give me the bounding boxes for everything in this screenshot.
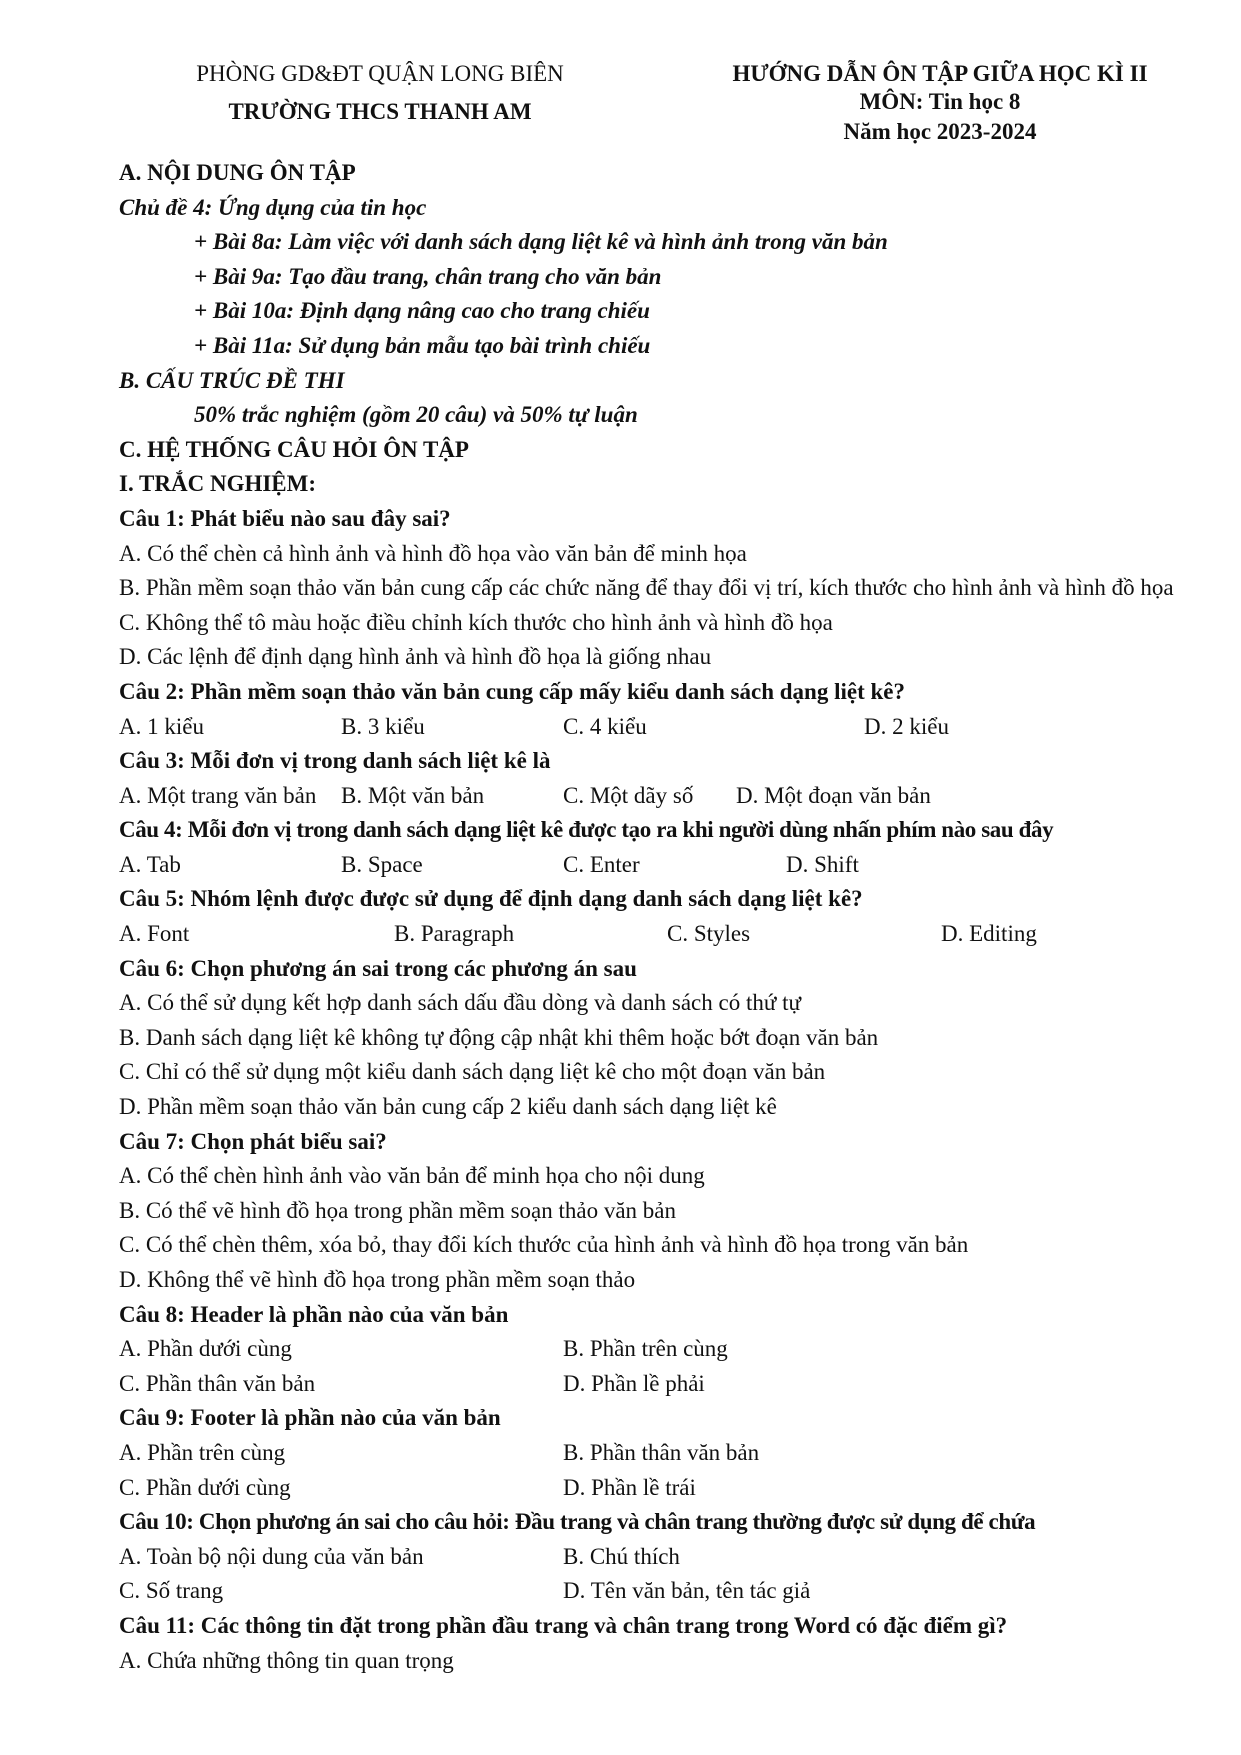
lesson-item: + Bài 10a: Định dạng nâng cao cho trang chiếu	[194, 298, 650, 324]
option-text: B. Có thể vẽ hình đồ họa trong phần mềm soạn thảo văn bản	[119, 1197, 677, 1223]
option-text: A. Có thể chèn hình ảnh vào văn bản để minh họa cho nội dung	[119, 1163, 705, 1189]
option-text: B. Paragraph	[394, 921, 515, 947]
option-text: B. Phần thân văn bản	[563, 1439, 760, 1465]
part-1-title: I. TRẮC NGHIỆM:	[119, 471, 317, 497]
option-text: C. Không thể tô màu hoặc điều chỉnh kích thước cho hình ảnh và hình đồ họa	[119, 609, 833, 635]
option-row	[119, 1436, 1179, 1471]
option-text: A. Có thể chèn cả hình ảnh và hình đồ họa vào văn bản để minh họa	[119, 540, 747, 566]
option-text: A. Chứa những thông tin quan trọng	[119, 1647, 454, 1673]
option-text: B. 3 kiểu	[341, 713, 425, 739]
question-title: Câu 11: Các thông tin đặt trong phần đầu trang và chân trang trong Word có đặc điểm gì?	[119, 1612, 1008, 1638]
section-a-title: A. NỘI DUNG ÔN TẬP	[119, 160, 356, 185]
option-text: A. Một trang văn bản	[119, 782, 317, 808]
option-row	[119, 1540, 1179, 1575]
option-text: C. Styles	[667, 921, 751, 947]
option-text: A. Tab	[119, 851, 181, 877]
option-row	[119, 1471, 1179, 1506]
school-name: TRƯỜNG THCS THANH AM	[228, 99, 532, 124]
department-name: PHÒNG GD&ĐT QUẬN LONG BIÊN	[196, 61, 564, 86]
option-text: B. Phần trên cùng	[563, 1336, 728, 1362]
school-year: Năm học 2023-2024	[843, 119, 1037, 144]
option-text: D. Shift	[786, 851, 859, 877]
question-title: Câu 5: Nhóm lệnh được được sử dụng để định dạng danh sách dạng liệt kê?	[119, 886, 863, 912]
option-text: A. Toàn bộ nội dung của văn bản	[119, 1543, 424, 1569]
question-title: Câu 4: Mỗi đơn vị trong danh sách dạng liệt kê được tạo ra khi người dùng nhấn phím nào sau đây	[119, 817, 1054, 843]
option-text: B. Danh sách dạng liệt kê không tự động cập nhật khi thêm hoặc bớt đoạn văn bản	[119, 1024, 879, 1050]
option-text: A. Có thể sử dụng kết hợp danh sách dấu đầu dòng và danh sách có thứ tự	[119, 990, 801, 1016]
option-text: A. 1 kiểu	[119, 713, 204, 739]
option-text: C. Có thể chèn thêm, xóa bỏ, thay đổi kích thước của hình ảnh và hình đồ họa trong văn bản	[119, 1232, 969, 1258]
option-text: D. Một đoạn văn bản	[736, 782, 931, 808]
option-text: A. Font	[119, 921, 190, 947]
option-text: C. Enter	[563, 851, 640, 877]
topic-title: Chủ đề 4: Ứng dụng của tin học	[119, 194, 427, 220]
document-header	[0, 58, 1241, 158]
option-text: B. Space	[341, 851, 423, 877]
section-b-title: B. CẤU TRÚC ĐỀ THI	[119, 367, 345, 393]
lesson-item: + Bài 11a: Sử dụng bản mẫu tạo bài trình chiếu	[194, 332, 651, 358]
option-row	[119, 1367, 1179, 1402]
option-text: D. Phần mềm soạn thảo văn bản cung cấp 2 kiểu danh sách dạng liệt kê	[119, 1094, 777, 1120]
exam-structure-text: 50% trắc nghiệm (gồm 20 câu) và 50% tự luận	[194, 402, 638, 428]
document-body	[119, 156, 1179, 1678]
option-text: C. Chỉ có thể sử dụng một kiểu danh sách dạng liệt kê cho một đoạn văn bản	[119, 1059, 826, 1085]
option-text: D. Các lệnh để định dạng hình ảnh và hình đồ họa là giống nhau	[119, 644, 712, 670]
option-row	[119, 848, 1179, 883]
subject-line: MÔN: Tin học 8	[859, 89, 1021, 114]
option-row	[119, 1332, 1179, 1367]
option-row	[119, 779, 1179, 814]
question-title: Câu 1: Phát biểu nào sau đây sai?	[119, 505, 451, 531]
option-text: C. Phần thân văn bản	[119, 1370, 316, 1396]
option-text: B. Một văn bản	[341, 782, 485, 808]
question-title: Câu 3: Mỗi đơn vị trong danh sách liệt kê là	[119, 748, 551, 774]
question-title: Câu 10: Chọn phương án sai cho câu hỏi: Đầu trang và chân trang thường được sử dụng để chứa	[119, 1509, 1036, 1535]
document-title: HƯỚNG DẪN ÔN TẬP GIỮA HỌC KÌ II	[732, 61, 1148, 86]
option-row	[119, 1574, 1179, 1609]
question-title: Câu 8: Header là phần nào của văn bản	[119, 1301, 509, 1327]
lesson-item: + Bài 9a: Tạo đầu trang, chân trang cho văn bản	[194, 263, 662, 289]
option-text: A. Phần trên cùng	[119, 1439, 286, 1465]
option-row	[119, 710, 1179, 745]
option-text: C. Một dãy số	[563, 782, 694, 808]
option-text: B. Chú thích	[563, 1543, 680, 1569]
question-title: Câu 7: Chọn phát biểu sai?	[119, 1128, 387, 1154]
option-text: D. Không thể vẽ hình đồ họa trong phần mềm soạn thảo	[119, 1267, 636, 1292]
section-c-title: C. HỆ THỐNG CÂU HỎI ÔN TẬP	[119, 436, 469, 462]
option-row	[119, 917, 1179, 952]
option-text: C. Phần dưới cùng	[119, 1474, 291, 1500]
option-text: D. Editing	[941, 921, 1037, 947]
option-text: D. Phần lề trái	[563, 1474, 696, 1500]
question-title: Câu 6: Chọn phương án sai trong các phương án sau	[119, 955, 637, 981]
option-text: B. Phần mềm soạn thảo văn bản cung cấp các chức năng để thay đổi vị trí, kích thước cho hình ảnh và hình đồ họa	[119, 575, 1174, 601]
option-text: C. 4 kiểu	[563, 713, 647, 739]
lesson-item: + Bài 8a: Làm việc với danh sách dạng liệt kê và hình ảnh trong văn bản	[194, 229, 888, 255]
option-text: A. Phần dưới cùng	[119, 1336, 292, 1362]
question-title: Câu 2: Phần mềm soạn thảo văn bản cung cấp mấy kiểu danh sách dạng liệt kê?	[119, 678, 905, 704]
option-text: D. Tên văn bản, tên tác giả	[563, 1578, 811, 1604]
option-text: C. Số trang	[119, 1578, 224, 1604]
option-text: D. 2 kiểu	[864, 713, 949, 739]
option-text: D. Phần lề phải	[563, 1370, 705, 1396]
question-title: Câu 9: Footer là phần nào của văn bản	[119, 1405, 501, 1431]
